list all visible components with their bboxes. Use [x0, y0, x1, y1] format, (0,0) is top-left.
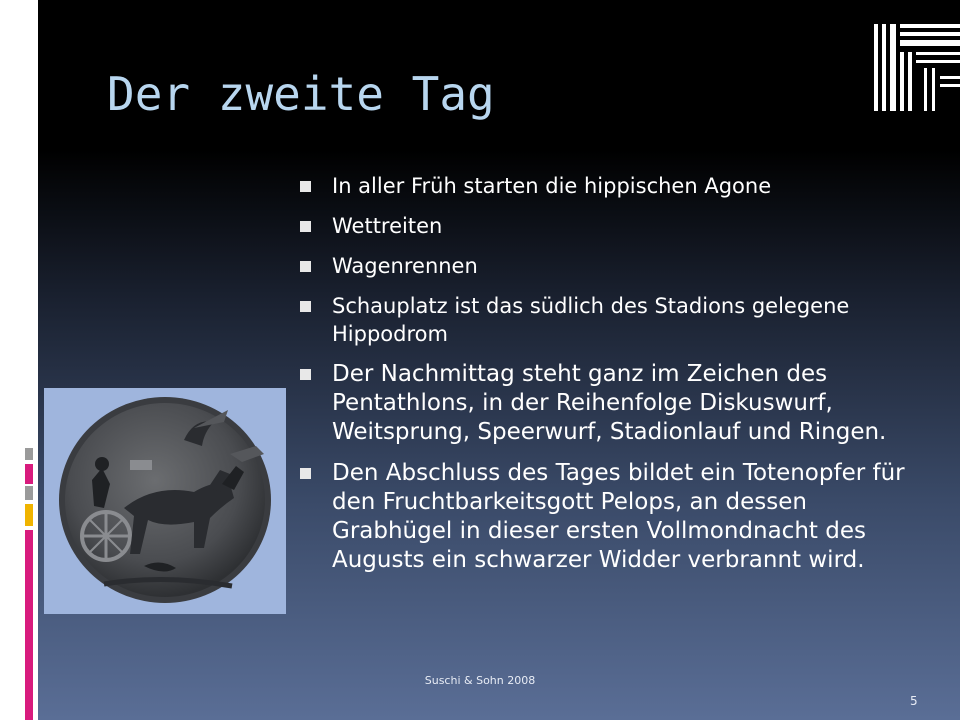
bullet-text: Wettreiten	[332, 214, 443, 238]
page-number: 5	[910, 694, 918, 708]
bullet-square-icon	[300, 261, 311, 272]
bullet-square-icon	[300, 301, 311, 312]
slide-title: Der zweite Tag	[107, 67, 495, 121]
coin-chariot-icon	[44, 388, 286, 614]
bullet-item	[296, 172, 916, 200]
bullet-square-icon	[300, 468, 311, 479]
bullet-item	[296, 360, 916, 447]
bullet-item	[296, 292, 916, 348]
bullet-square-icon	[300, 181, 311, 192]
bullet-square-icon	[300, 369, 311, 380]
bullet-text: Schauplatz ist das südlich des Stadions gelegene Hippodrom	[332, 294, 850, 346]
accent-stripe-gray	[25, 448, 33, 460]
bullet-text: Den Abschluss des Tages bildet ein Totenopfer für den Fruchtbarkeitsgott Pelops, an dessen Grabhügel in dieser ersten Vollmondnacht des Augusts ein schwarzer Widder verbrannt wird.	[332, 460, 905, 573]
coin-image	[44, 388, 286, 614]
bullet-text: Der Nachmittag steht ganz im Zeichen des Pentathlons, in der Reihenfolge Diskuswurf, Weitsprung, Speerwurf, Stadionlauf und Ringen.	[332, 361, 887, 445]
bullet-list	[296, 172, 916, 587]
accent-stripe-gold	[25, 504, 33, 526]
accent-stripe-magenta	[25, 464, 33, 484]
bullet-text: In aller Früh starten die hippischen Agone	[332, 174, 772, 198]
accent-stripe-magenta	[25, 530, 33, 720]
corner-decoration-icon	[870, 16, 960, 111]
bullet-item	[296, 459, 916, 575]
accent-stripe-gray	[25, 486, 33, 500]
footer-text: Suschi & Sohn 2008	[424, 674, 536, 687]
bullet-text: Wagenrennen	[332, 254, 478, 278]
bullet-item	[296, 212, 916, 240]
bullet-square-icon	[300, 221, 311, 232]
bullet-item	[296, 252, 916, 280]
